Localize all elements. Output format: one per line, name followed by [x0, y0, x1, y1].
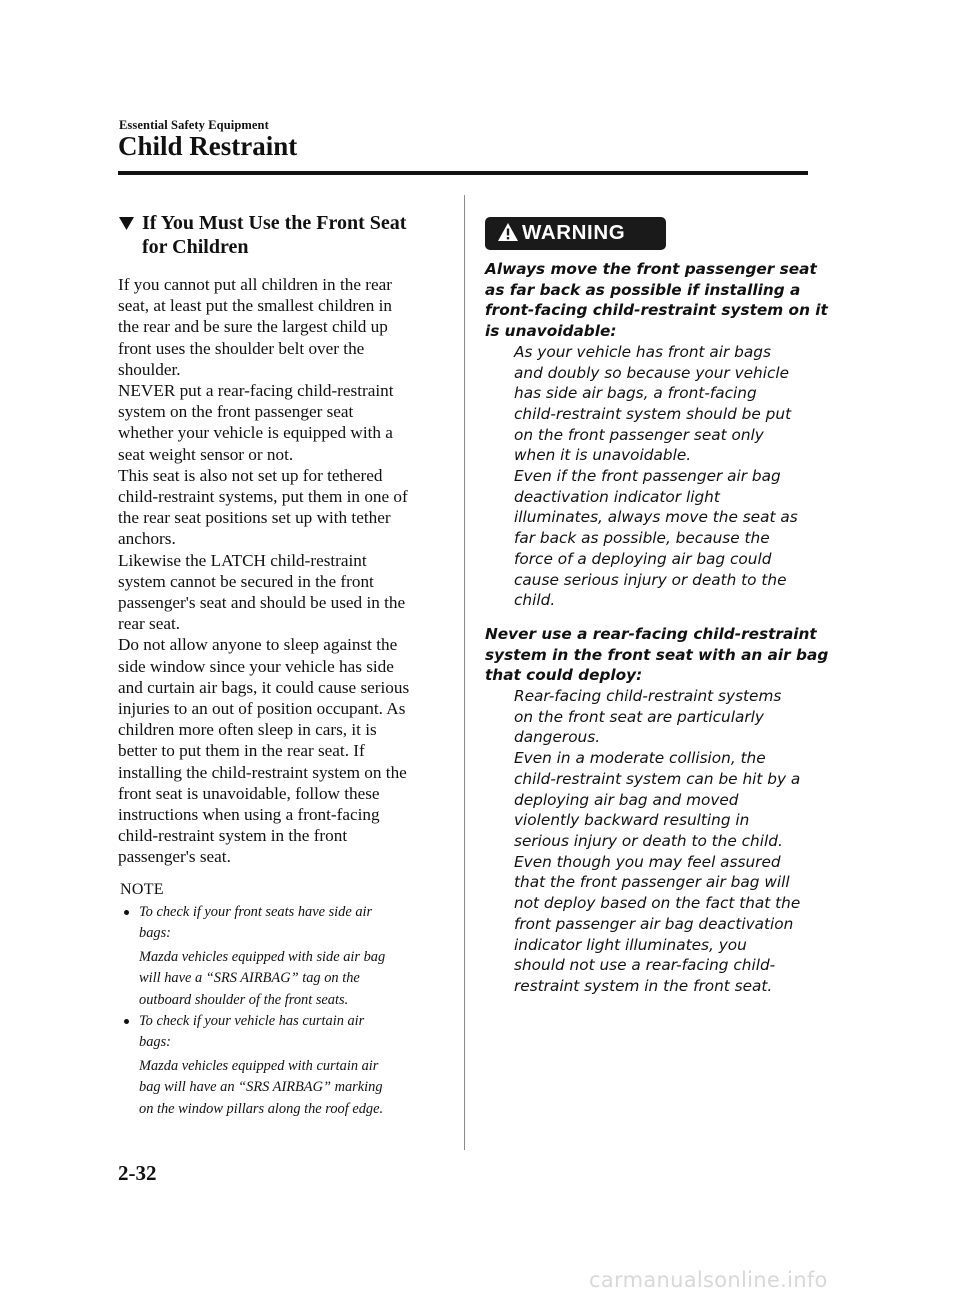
warning-detail-line: illuminates, always move the seat as	[514, 508, 798, 527]
warning-detail-line: child-restraint system should be put	[514, 404, 792, 423]
warning-detail-line: serious injury or death to the child.	[514, 831, 783, 850]
body-line: and curtain air bags, it could cause serious	[118, 677, 410, 697]
warning-triangle-icon	[497, 222, 519, 242]
note-lead-line: bags:	[139, 1033, 171, 1050]
left-column	[118, 211, 448, 1120]
note-detail	[139, 947, 448, 1011]
column-divider	[464, 195, 465, 1150]
body-line: child-restraint systems, put them in one of	[118, 487, 408, 507]
warning-detail-line: on the front seat are particularly	[514, 707, 764, 726]
body-line: the rear seat positions set up with tether	[118, 508, 391, 528]
note-detail-line: Mazda vehicles equipped with side air bag	[139, 949, 386, 966]
warning-detail-line: dangerous.	[514, 728, 601, 747]
warning-heading-line: as far back as possible if installing a	[485, 280, 801, 299]
warning-detail-line: Even though you may feel assured	[514, 852, 781, 871]
warning-detail-line: on the front passenger seat only	[514, 425, 764, 444]
note-detail-line: bag will have an “SRS AIRBAG” marking	[139, 1079, 383, 1096]
body-line: passenger's seat.	[118, 847, 231, 867]
warning-detail-line: not deploy based on the fact that the	[514, 894, 801, 913]
page-title: Child Restraint	[118, 131, 298, 161]
warning-block	[485, 259, 828, 611]
warning-detail-line: that the front passenger air bag will	[514, 873, 790, 892]
body-line: shoulder.	[118, 359, 181, 379]
body-line: If you cannot put all children in the rear	[118, 275, 392, 294]
warning-detail-line: when it is unavoidable.	[514, 446, 692, 465]
note-detail-line: will have a “SRS AIRBAG” tag on the	[139, 970, 360, 987]
warning-detail-line: Even if the front passenger air bag	[514, 467, 781, 486]
body-line: whether your vehicle is equipped with a	[118, 423, 393, 443]
note-lead-line: To check if your vehicle has curtain air	[139, 1012, 365, 1029]
warning-detail-line: deactivation indicator light	[514, 487, 720, 506]
warning-heading-line: is unavoidable:	[485, 322, 617, 341]
note-detail-line: Mazda vehicles equipped with curtain air	[139, 1058, 379, 1075]
warning-detail-line: force of a deploying air bag could	[514, 549, 772, 568]
warning-heading-line: Always move the front passenger seat	[485, 260, 817, 278]
warning-detail-line: As your vehicle has front air bags	[514, 342, 771, 361]
body-line: installing the child-restraint system on the	[118, 762, 407, 782]
warning-heading-line: that could deploy:	[485, 666, 643, 685]
body-line: front seat is unavoidable, follow these	[118, 783, 380, 803]
header-rule	[118, 171, 808, 175]
body-line: passenger's seat and should be used in the	[118, 593, 406, 613]
warning-heading	[485, 259, 828, 342]
note-lead	[139, 1011, 448, 1053]
body-line: side window since your vehicle has side	[118, 656, 394, 676]
body-line: Do not allow anyone to sleep against the	[118, 635, 398, 655]
warning-label: WARNING	[522, 221, 626, 244]
body-line: child-restraint system in the front	[118, 826, 348, 846]
note-item	[118, 902, 448, 1011]
page-number: 2-32	[118, 1161, 157, 1185]
body-line: system on the front passenger seat	[118, 402, 354, 422]
warning-detail-line: restraint system in the front seat.	[514, 976, 773, 995]
body-line: instructions when using a front-facing	[118, 805, 380, 825]
note-lead-line: To check if your front seats have side air	[139, 903, 373, 920]
section-triangle-icon	[119, 217, 134, 230]
body-line: anchors.	[118, 529, 176, 549]
warning-heading-line: system in the front seat with an air bag	[485, 645, 829, 664]
bullet-icon	[124, 910, 129, 915]
warning-block	[485, 624, 829, 997]
note-detail	[139, 1056, 448, 1120]
warning-badge	[485, 217, 666, 250]
warning-detail-line: far back as possible, because the	[514, 529, 770, 548]
warning-detail-line: deploying air bag and moved	[514, 790, 739, 809]
right-column	[485, 217, 829, 997]
warning-detail-line: violently backward resulting in	[514, 811, 750, 830]
body-line: seat weight sensor or not.	[118, 444, 294, 464]
note-lead-line: bags:	[139, 924, 171, 941]
note-detail-line: on the window pillars along the roof edge.	[139, 1100, 384, 1117]
section-title-line: for Children	[142, 236, 249, 258]
body-line: the rear and be sure the largest child up	[118, 317, 388, 337]
note-lead	[139, 902, 448, 944]
body-line: NEVER put a rear-facing child-restraint	[118, 381, 394, 401]
running-section-header: Essential Safety Equipment	[119, 118, 269, 132]
body-line: system cannot be secured in the front	[118, 571, 374, 591]
watermark: carmanualsonline.info	[589, 1268, 828, 1292]
warning-detail-line: has side air bags, a front-facing	[514, 384, 757, 403]
warning-detail-line: cause serious injury or death to the	[514, 570, 787, 589]
warning-detail-line: child-restraint system can be hit by a	[514, 769, 801, 788]
warning-detail-line: should not use a rear-facing child-	[514, 956, 776, 975]
bullet-icon	[124, 1019, 129, 1024]
warning-detail-line: Rear-facing child-restraint systems	[514, 687, 782, 706]
warning-detail-line: indicator light illuminates, you	[514, 935, 747, 954]
note-detail-line: outboard shoulder of the front seats.	[139, 991, 349, 1008]
section-title	[118, 211, 448, 259]
warning-detail	[514, 342, 805, 611]
body-line: children more often sleep in cars, it is	[118, 720, 377, 740]
warning-heading-line: front-facing child-restraint system on it	[485, 301, 828, 320]
warning-detail	[514, 686, 805, 997]
section-title-line: If You Must Use the Front Seat	[142, 212, 407, 234]
warning-detail-line: front passenger air bag deactivation	[514, 914, 794, 933]
warning-heading-line: Never use a rear-facing child-restraint	[485, 624, 817, 643]
body-line: This seat is also not set up for tethered	[118, 465, 383, 485]
body-paragraph	[118, 274, 448, 868]
warning-heading	[485, 624, 829, 686]
note-label: NOTE	[120, 880, 164, 898]
body-line: injuries to an out of position occupant. As	[118, 699, 406, 719]
body-line: better to put them in the rear seat. If	[118, 741, 365, 761]
warning-detail-line: Even in a moderate collision, the	[514, 749, 766, 768]
body-line: front uses the shoulder belt over the	[118, 338, 365, 358]
body-line: rear seat.	[118, 614, 181, 634]
warning-detail-line: child.	[514, 591, 556, 610]
note-list	[118, 902, 448, 1120]
note-item	[118, 1011, 448, 1120]
body-line: Likewise the LATCH child-restraint	[118, 550, 367, 570]
body-line: seat, at least put the smallest children in	[118, 296, 392, 316]
warning-detail-line: and doubly so because your vehicle	[514, 363, 790, 382]
